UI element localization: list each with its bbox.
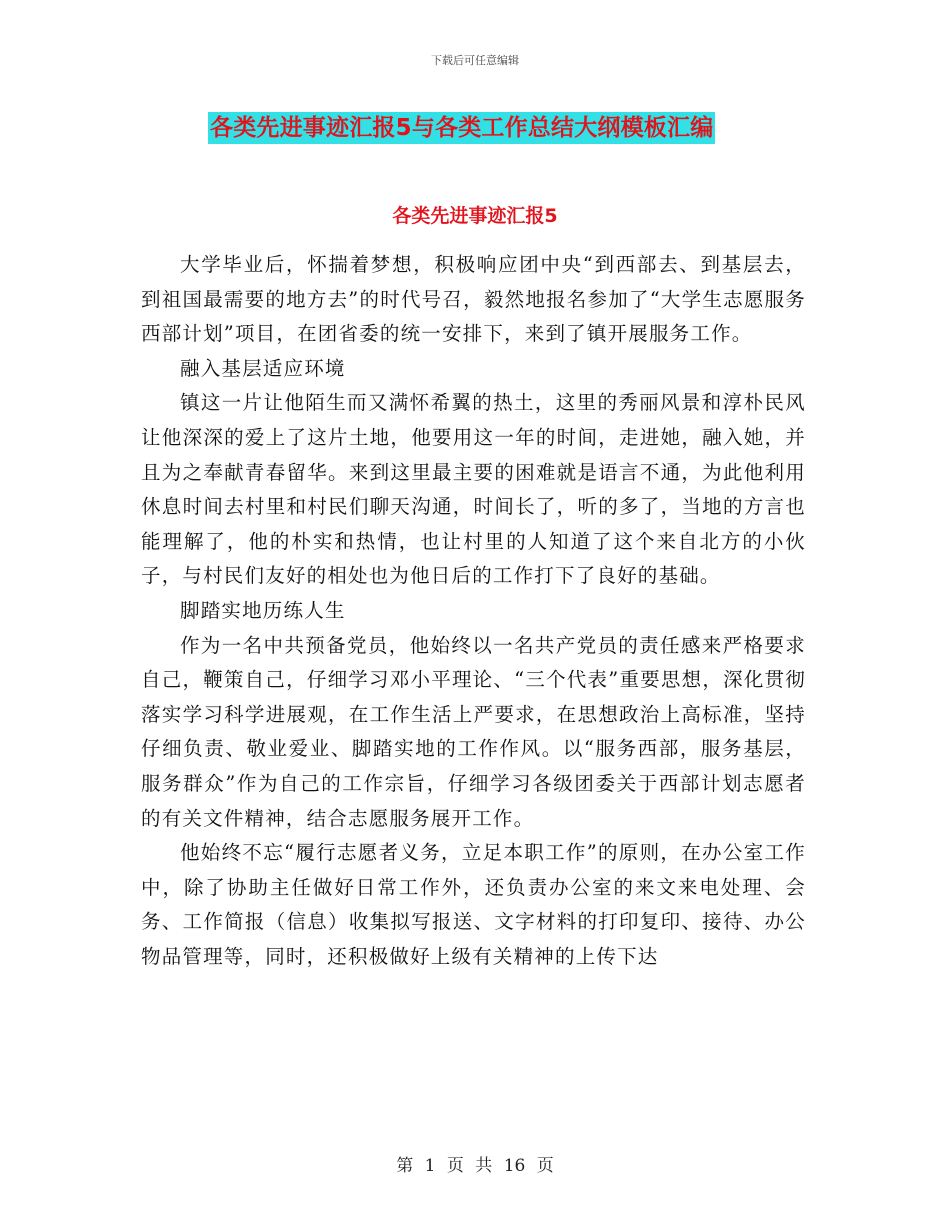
subheading: 融入基层适应环境 — [180, 356, 346, 380]
section-title: 各类先进事迹汇报5 — [392, 205, 558, 227]
subheading: 脚踏实地历练人生 — [180, 598, 346, 622]
document-body — [141, 248, 806, 974]
page-header-note: 下载后可任意编辑 — [431, 54, 519, 67]
paragraph: 作为一名中共预备党员，他始终以一名共产党员的责任感来严格要求自己，鞭策自己，仔细学习邓小平理论、“三个代表”重要思想，深化贯彻落实学习科学进展观，在工作生活上严要求，在思想政治上高标准，坚持仔细负责、敬业爱业、脚踏实地的工作作风。以“服务西部，服务基层，服务群众”作为自己的工作宗旨，仔细学习各级团委关于西部计划志愿者的有关文件精神，结合志愿服务展开工作。 — [141, 633, 806, 830]
paragraph: 他始终不忘“履行志愿者义务，立足本职工作”的原则，在办公室工作中，除了协助主任做好日常工作外，还负责办公室的来文来电处理、会务、工作简报（信息）收集拟写报送、文字材料的打印复印、接待、办公物品管理等，同时，还积极做好上级有关精神的上传下达 — [141, 841, 806, 968]
paragraph: 镇这一片让他陌生而又满怀希翼的热土，这里的秀丽风景和淳朴民风让他深深的爱上了这片土地，他要用这一年的时间，走进她，融入她，并且为之奉献青春留华。来到这里最主要的困难就是语言不通，为此他利用休息时间去村里和村民们聊天沟通，时间长了，听的多了，当地的方言也能理解了，他的朴实和热情，也让村里的人知道了这个来自北方的小伙子，与村民们友好的相处也为他日后的工作打下了良好的基础。 — [141, 391, 806, 588]
page-footer: 第 1 页 共 16 页 — [396, 1156, 554, 1176]
document-title: 各类先进事迹汇报5与各类工作总结大纲模板汇编 — [208, 112, 715, 144]
paragraph: 大学毕业后，怀揣着梦想，积极响应团中央“到西部去、到基层去，到祖国最需要的地方去”的时代号召，毅然地报名参加了“大学生志愿服务西部计划”项目，在团省委的统一安排下，来到了镇开展服务工作。 — [141, 253, 806, 346]
